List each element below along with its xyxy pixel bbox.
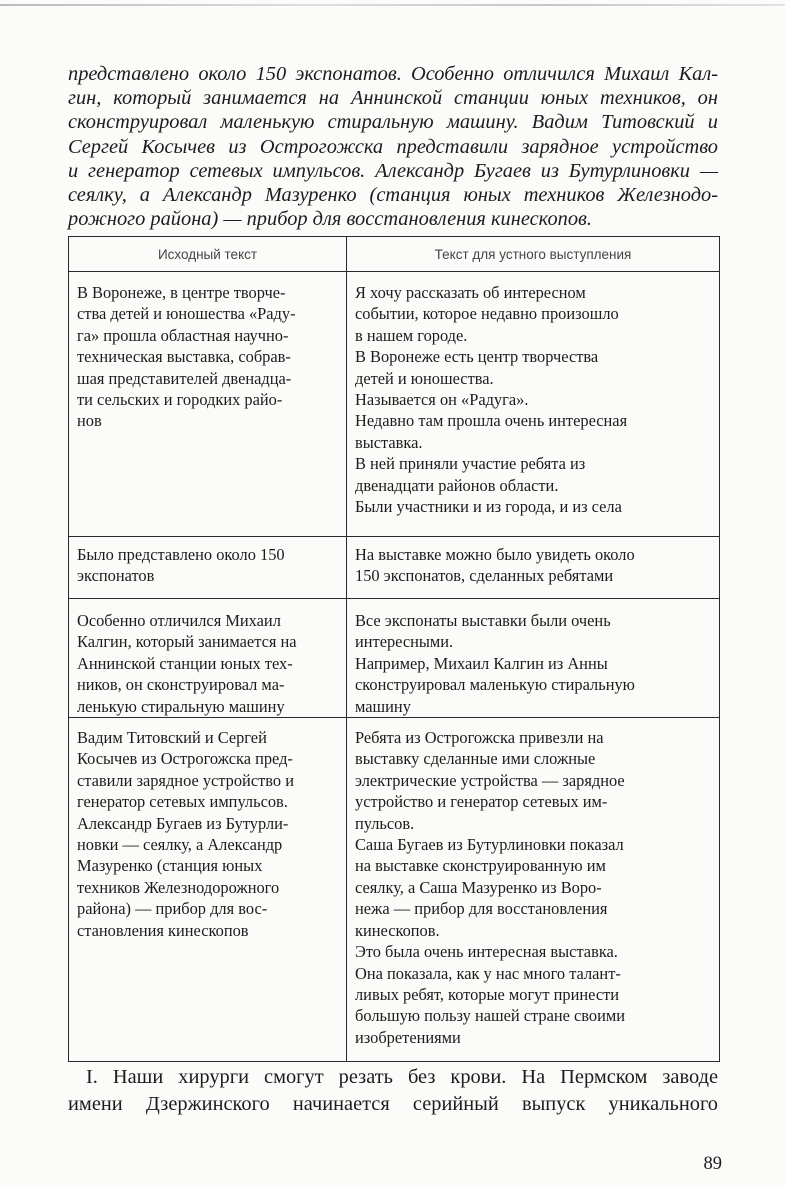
cell-line: изобретениями <box>355 1027 461 1047</box>
cell-line: Аннинской станции юных тех- <box>77 653 293 673</box>
cell-line: техников Железнодорожного <box>77 877 280 897</box>
cell-line: 150 экспонатов, сделанных ребятами <box>355 566 614 586</box>
table-row <box>69 537 720 599</box>
cell-line: машину <box>355 696 411 716</box>
cell-line: Это была очень интересная выставка. <box>355 942 618 962</box>
cell-line: выставка. <box>355 432 423 452</box>
cell-line: Особенно отличился Михаил <box>77 611 281 630</box>
cell-line: Она показала, как у нас много талант- <box>355 963 621 983</box>
cell-line: ти сельских и городких райо- <box>77 390 283 410</box>
speech-cell <box>347 718 720 1062</box>
cell-line: новки — сеялку, а Александр <box>77 835 283 855</box>
cell-line: ставили зарядное устройство и <box>77 770 294 790</box>
table-row <box>69 272 720 537</box>
top-edge-rule <box>0 4 785 6</box>
cell-line: нов <box>77 411 102 431</box>
intro-line: представлено около 150 экспонатов. Особенно отличился Михаил Кал- <box>68 63 718 85</box>
header-speech-text: Текст для устного выступления <box>347 237 720 272</box>
cell-line: кинескопов. <box>355 920 440 940</box>
cell-line: Мазуренко (станция юных <box>77 856 263 876</box>
cell-line: нежа — прибор для восстановления <box>355 899 608 919</box>
source-cell <box>69 272 347 537</box>
cell-line: В Воронеже, в центре творче- <box>77 283 286 302</box>
body-line: I. Наши хирурги смогут резать без крови. На Пермском заводе <box>86 1066 718 1088</box>
cell-line: В ней приняли участие ребята из <box>355 454 586 474</box>
body-line: имени Дзержинского начинается серийный выпуск уникального <box>68 1093 718 1115</box>
cell-line: двенадцати районов области. <box>355 475 559 495</box>
intro-line: Сергей Косычев из Острогожска представили зарядное устройство <box>68 135 718 158</box>
intro-line: гин, который занимается на Аннинской станции юных техников, он <box>68 87 718 110</box>
cell-line: сеялку, а Саша Мазуренко из Воро- <box>355 877 602 897</box>
table-row <box>69 718 720 1062</box>
cell-line: электрические устройства — зарядное <box>355 770 625 790</box>
cell-line: На выставке можно было увидеть около <box>355 545 635 564</box>
cell-line: ливых ребят, которые могут принести <box>355 984 620 1004</box>
cell-line: на выставке сконструированную им <box>355 856 606 876</box>
cell-line: выставку сделанные ими сложные <box>355 749 596 769</box>
table-row <box>69 599 720 718</box>
source-cell <box>69 537 347 599</box>
cell-line: генератор сетевых импульсов. <box>77 792 288 812</box>
cell-line: пульсов. <box>355 813 415 833</box>
cell-line: Косычев из Острогожска пред- <box>77 749 293 769</box>
cell-line: Было представлено около 150 <box>77 545 285 564</box>
cell-line: Я хочу рассказать об интересном <box>355 283 586 302</box>
cell-line: Калгин, который занимается на <box>77 632 297 652</box>
speech-cell <box>347 537 720 599</box>
cell-line: ства детей и юношества «Раду- <box>77 304 296 324</box>
cell-line: сконструировал маленькую стиральную <box>355 675 635 695</box>
cell-line: техническая выставка, собрав- <box>77 347 291 367</box>
intro-line: и генератор сетевых импульсов. Александр Бугаев из Бутурлиновки — <box>68 159 718 182</box>
cell-line: ленькую стиральную машину <box>77 696 285 716</box>
cell-line: шая представителей двенадца- <box>77 368 292 388</box>
cell-line: Вадим Титовский и Сергей <box>77 728 267 748</box>
source-cell <box>69 718 347 1062</box>
body-paragraph <box>68 1064 718 1118</box>
cell-line: Ребята из Острогожска привезли на <box>355 728 604 748</box>
intro-line: рожного района) — прибор для восстановления кинескопов. <box>68 208 592 231</box>
cell-line: Например, Михаил Калгин из Анны <box>355 653 608 673</box>
cell-line: в нашем городе. <box>355 325 468 345</box>
intro-line: сконструировал маленькую стиральную машину. Вадим Титовский и <box>68 111 718 134</box>
cell-line: Были участники и из города, и из села <box>355 497 622 517</box>
cell-line: большую пользу нашей стране своими <box>355 1006 626 1026</box>
cell-line: Недавно там прошла очень интересная <box>355 411 628 431</box>
cell-line: га» прошла областная научно- <box>77 325 289 345</box>
comparison-table <box>68 236 720 1062</box>
cell-line: экспонатов <box>77 566 155 586</box>
page-number: 89 <box>703 1154 722 1174</box>
cell-line: устройство и генератор сетевых им- <box>355 792 608 812</box>
source-cell <box>69 599 347 718</box>
cell-line: района) — прибор для вос- <box>77 899 268 919</box>
intro-paragraph <box>68 62 718 231</box>
speech-cell <box>347 272 720 537</box>
cell-line: интересными. <box>355 632 454 652</box>
cell-line: детей и юношества. <box>355 368 494 388</box>
cell-line: ников, он сконструировал ма- <box>77 675 285 695</box>
cell-line: Саша Бугаев из Бутурлиновки показал <box>355 835 624 855</box>
cell-line: Все экспонаты выставки были очень <box>355 611 611 630</box>
cell-line: Называется он «Радуга». <box>355 390 529 410</box>
table-header-row <box>69 237 720 272</box>
header-source-text: Исходный текст <box>69 237 347 272</box>
speech-cell <box>347 599 720 718</box>
cell-line: становления кинескопов <box>77 920 249 940</box>
cell-line: событии, которое недавно произошло <box>355 304 619 324</box>
cell-line: В Воронеже есть центр творчества <box>355 347 599 367</box>
intro-line: сеялку, а Александр Мазуренко (станция юных техников Железнодо- <box>68 184 718 207</box>
cell-line: Александр Бугаев из Бутурли- <box>77 813 289 833</box>
